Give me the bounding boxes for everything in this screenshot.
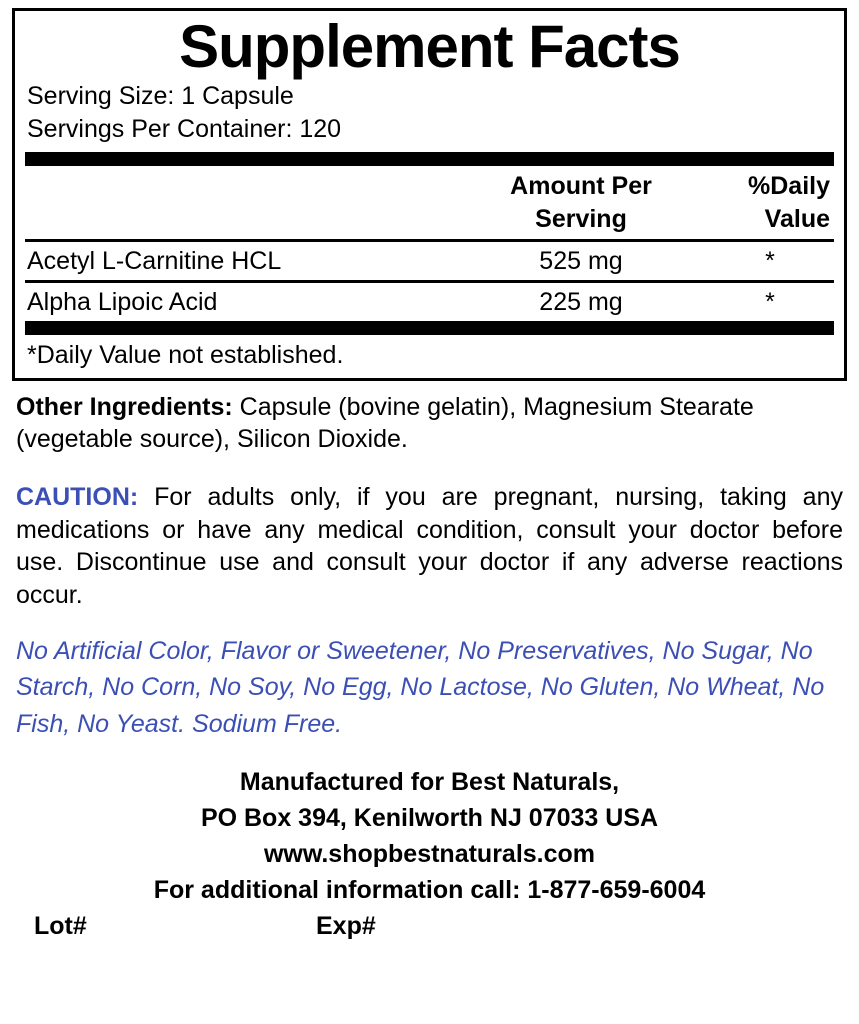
other-ingredients-label: Other Ingredients: [16, 393, 233, 421]
expiry-field: Exp# [316, 911, 376, 940]
manufacturer-address: PO Box 394, Kenilworth NJ 07033 USA [200, 803, 659, 832]
supplement-facts-panel [12, 8, 847, 381]
manufacturer-name: Manufactured for Best Naturals, [239, 767, 620, 796]
nutrient-daily-value: * [765, 247, 775, 275]
page-title: Supplement Facts [179, 13, 680, 80]
caution-label: CAUTION: [16, 483, 139, 511]
table-row [25, 242, 834, 280]
daily-value-footnote: *Daily Value not established. [27, 341, 344, 369]
other-ingredients [16, 391, 845, 455]
column-header-dv-line2: Value [764, 204, 830, 233]
manufacturer-website: www.shopbestnaturals.com [263, 839, 596, 868]
servings-per-container: Servings Per Container: 120 [27, 115, 342, 143]
lot-number-field: Lot# [34, 911, 87, 940]
caution-text: For adults only, if you are pregnant, nursing, taking any medications or have any medical condition, consult your doctor before use. Discontinue use and consult your doctor if any adverse reactions occur. [16, 483, 843, 609]
table-row [25, 283, 834, 321]
manufacturer-block [16, 764, 843, 908]
rule-thick-bottom [25, 321, 834, 335]
caution-statement [16, 481, 843, 611]
nutrient-amount: 225 mg [539, 288, 623, 316]
serving-size: Serving Size: 1 Capsule [27, 82, 294, 110]
lot-exp-block [16, 912, 843, 941]
column-header-amount [456, 170, 706, 235]
manufacturer-phone: For additional information call: 1-877-659-6004 [153, 875, 706, 904]
table-header-row [25, 166, 834, 239]
nutrient-name: Alpha Lipoic Acid [27, 288, 218, 316]
rule-thick-top [25, 152, 834, 166]
nutrient-name: Acetyl L-Carnitine HCL [27, 247, 282, 275]
column-header-amount-line2: Serving [535, 204, 627, 233]
column-header-dv-line1: %Daily [748, 172, 830, 200]
column-header-daily-value [706, 170, 834, 235]
nutrient-amount: 525 mg [539, 247, 623, 275]
other-ingredients-text: Capsule (bovine gelatin), Magnesium Stearate (vegetable source), Silicon Dioxide. [16, 393, 754, 453]
free-from-claims: No Artificial Color, Flavor or Sweetener, No Preservatives, No Sugar, No Starch, No Corn, No Soy, No Egg, No Lactose, No Gluten, No Wheat, No Fish, No Yeast. Sodium Free. [16, 637, 825, 738]
nutrient-daily-value: * [765, 288, 775, 316]
column-header-amount-line1: Amount Per [510, 172, 652, 200]
